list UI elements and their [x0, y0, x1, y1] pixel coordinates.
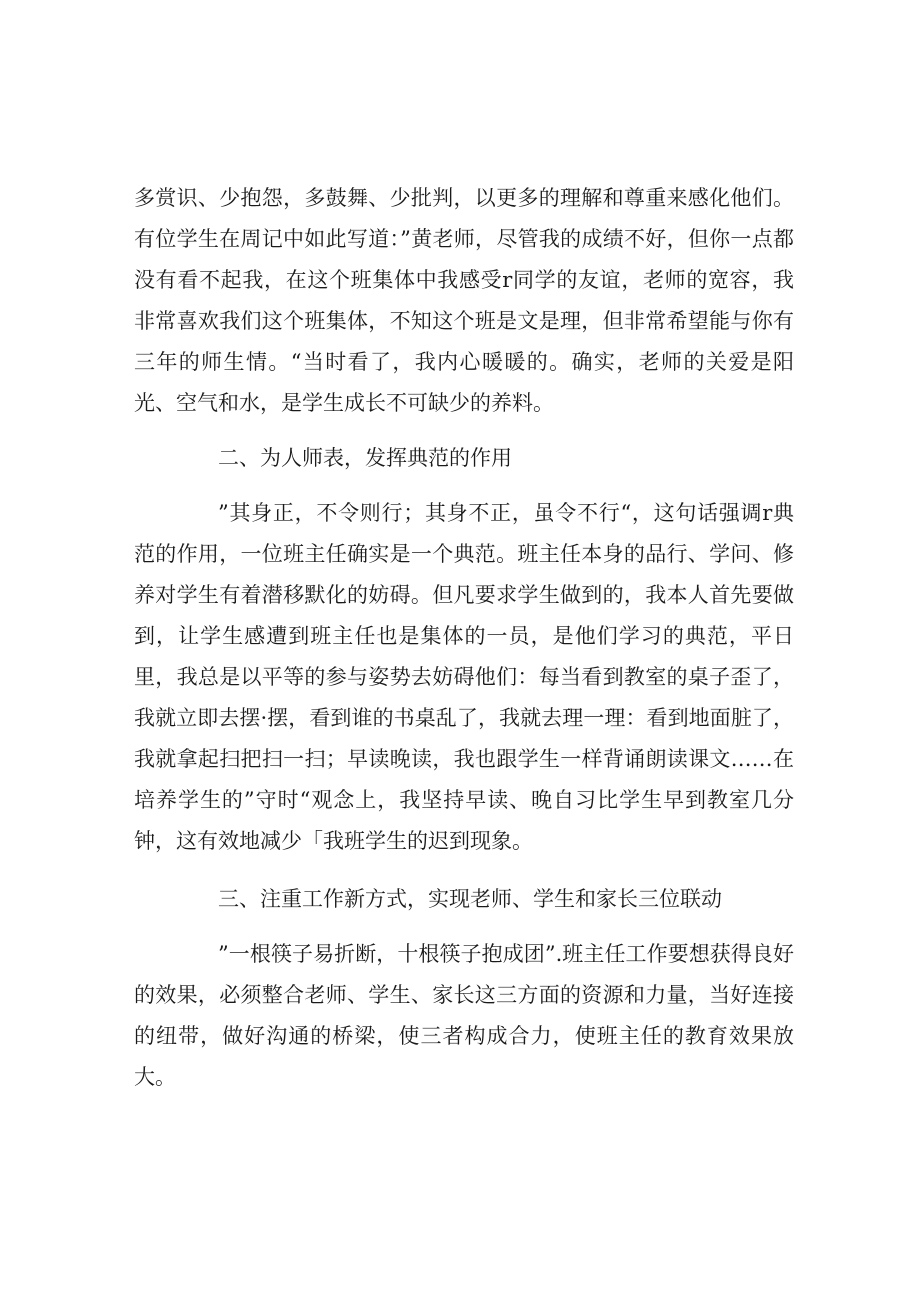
section-heading-three-party-linkage: 三、注重工作新方式，实现老师、学生和家长三位联动 [218, 887, 722, 911]
paragraph-three-party-linkage: ”一根筷子易折断，十根筷子抱成团”.班主任工作要想获得良好的效果，必须整合老师、学生、家长这三方面的资源和力量，当好连接的纽带，做好沟通的桥梁，使三者构成合力，使班主任的教育效果放大。 [134, 942, 794, 1089]
section-heading-role-model: 二、为人师表，发挥典范的作用 [218, 446, 512, 470]
paragraph-role-model: ”其身正，不令则行；其身不正，虽令不行“，这句话强调r典范的作用，一位班主任确实是一个典范。班主任本身的品行、学问、修养对学生有着潜移默化的妨碍。但凡要求学生做到的，我本人首先要做到，让学生感遭到班主任也是集体的一员，是他们学习的典范，平日里，我总是以平等的参与姿势去妨碍他们：每当看到教室的桌子歪了，我就立即去摆·摆，看到谁的书桌乱了，我就去理一理：看到地面脏了，我就拿起扫把扫一扫；早读晚读，我也跟学生一样背诵朗读课文……在培养学生的”守时“观念上，我坚持早读、晚自习比学生早到教室几分钟，这有效地减少「我班学生的迟到现象。 [134, 501, 794, 853]
paragraph-teacher-care: 多赏识、少抱怨，多鼓舞、少批判，以更多的理解和尊重来感化他们。有位学生在周记中如此写道：”黄老师，尽管我的成绩不好，但你一点都没有看不起我，在这个班集体中我感受r同学的友谊，老师的宽容，我非常喜欢我们这个班集体，不知这个班是文是理，但非常希望能与你有三年的师生情。“当时看了，我内心暖暖的。确实，老师的关爱是阳光、空气和水，是学生成长不可缺少的养料。 [134, 186, 794, 415]
document-body [134, 178, 794, 1098]
